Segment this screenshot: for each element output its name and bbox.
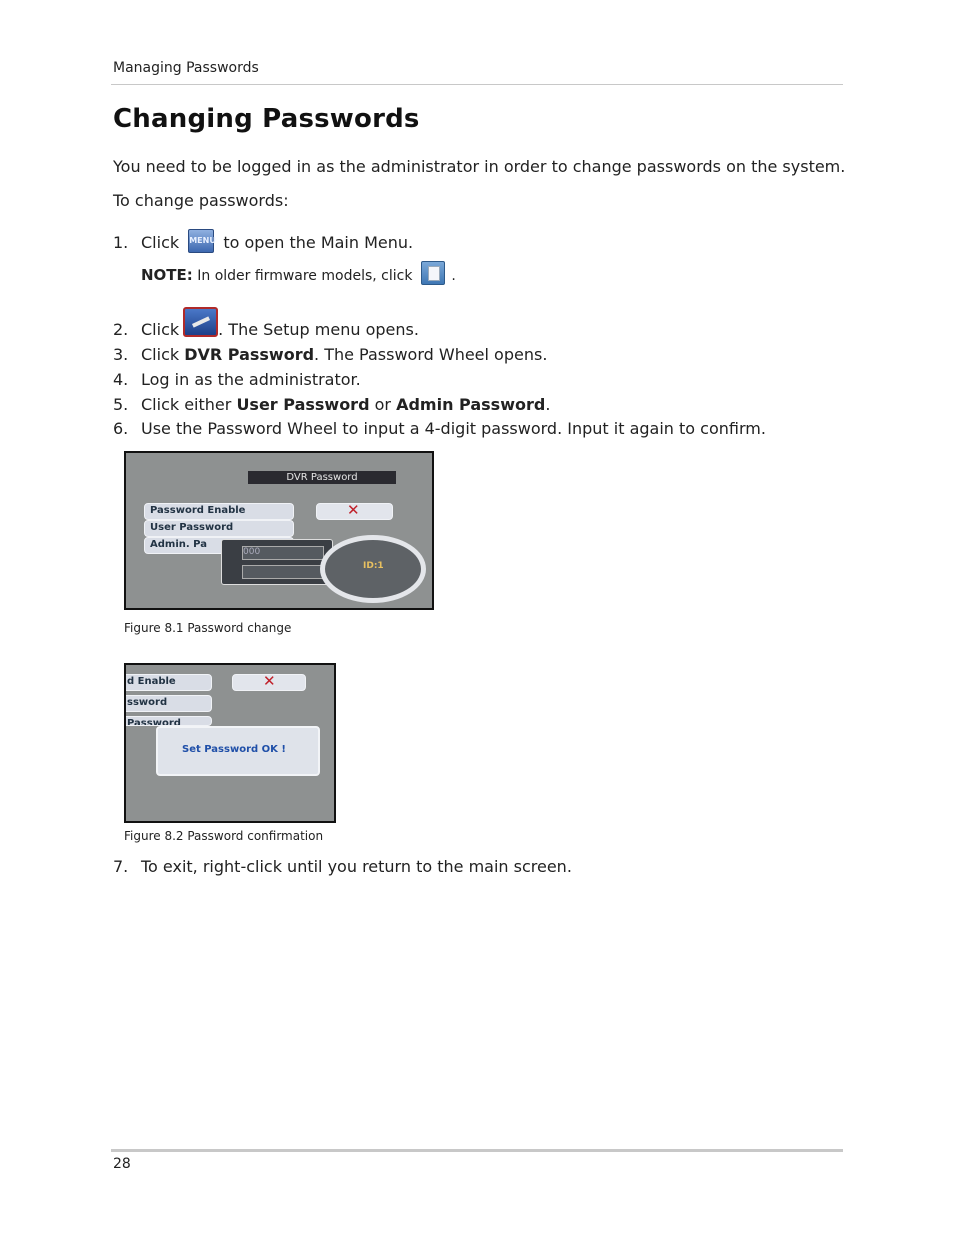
step-number: 6. xyxy=(113,419,129,438)
menu-icon: MENU xyxy=(188,229,214,253)
step-4 xyxy=(113,370,361,389)
osd-value: ✕ xyxy=(232,674,306,691)
header-divider xyxy=(111,84,843,85)
step-3 xyxy=(113,345,547,364)
osd-row: Password xyxy=(124,716,212,726)
osd-row: Admin. Pa xyxy=(144,537,294,554)
step-text: Click xyxy=(141,345,180,364)
running-head: Managing Passwords xyxy=(113,60,259,76)
osd-message-dialog xyxy=(156,726,320,776)
step-number: 5. xyxy=(113,395,129,414)
step-number: 4. xyxy=(113,370,129,389)
osd-row: d Enable xyxy=(124,674,212,691)
password-wheel xyxy=(320,535,426,603)
osd-confirm-field xyxy=(242,565,324,579)
note-text: In older firmware models, click xyxy=(197,268,413,284)
note xyxy=(141,266,456,285)
osd-value: ✕ xyxy=(316,503,393,520)
note-end: . xyxy=(451,268,456,284)
step-2 xyxy=(113,320,419,339)
step-1 xyxy=(113,233,413,253)
step-number: 3. xyxy=(113,345,129,364)
figure-caption: Figure 8.2 Password confirmation xyxy=(124,829,324,843)
intro-paragraph: You need to be logged in as the administrator in order to change passwords on the system. xyxy=(113,157,846,176)
osd-password-field: 000 xyxy=(242,546,324,560)
step-bold: User Password xyxy=(236,395,370,414)
step-text: or xyxy=(374,395,391,414)
osd-password-box xyxy=(221,539,333,585)
step-number: 2. xyxy=(113,320,129,339)
step-text: to open the Main Menu. xyxy=(223,233,414,252)
step-number: 7. xyxy=(113,857,129,876)
setup-icon xyxy=(183,307,218,337)
step-bold: Admin Password xyxy=(396,395,546,414)
step-text: Click xyxy=(141,320,180,339)
note-label: NOTE: xyxy=(141,266,193,284)
step-7 xyxy=(113,857,572,876)
lead-paragraph: To change passwords: xyxy=(113,191,289,210)
wheel-label: ID:1 xyxy=(363,561,384,571)
footer-divider xyxy=(111,1149,843,1152)
step-text: . The Setup menu opens. xyxy=(218,320,419,339)
figure-password-confirmation xyxy=(124,663,336,823)
osd-title: DVR Password xyxy=(248,471,396,484)
step-text: Log in as the administrator. xyxy=(141,370,361,389)
osd-row: ssword xyxy=(124,695,212,712)
step-bold: DVR Password xyxy=(184,345,315,364)
step-text: . The Password Wheel opens. xyxy=(314,345,548,364)
step-text: Click xyxy=(141,233,180,252)
document-icon xyxy=(421,261,445,285)
step-text: To exit, right-click until you return to the main screen. xyxy=(141,857,572,876)
step-text: Use the Password Wheel to input a 4-digit password. Input it again to confirm. xyxy=(141,419,766,438)
page-number: 28 xyxy=(113,1156,131,1172)
osd-message: Set Password OK ! xyxy=(182,744,286,755)
osd-row: User Password xyxy=(144,520,294,537)
step-text: . xyxy=(545,395,551,414)
figure-caption: Figure 8.1 Password change xyxy=(124,621,292,635)
step-5 xyxy=(113,395,550,414)
osd-row: Password Enable xyxy=(144,503,294,520)
page-title: Changing Passwords xyxy=(113,104,420,134)
figure-password-change xyxy=(124,451,434,610)
step-number: 1. xyxy=(113,233,129,252)
step-6 xyxy=(113,419,766,438)
step-text: Click either xyxy=(141,395,232,414)
